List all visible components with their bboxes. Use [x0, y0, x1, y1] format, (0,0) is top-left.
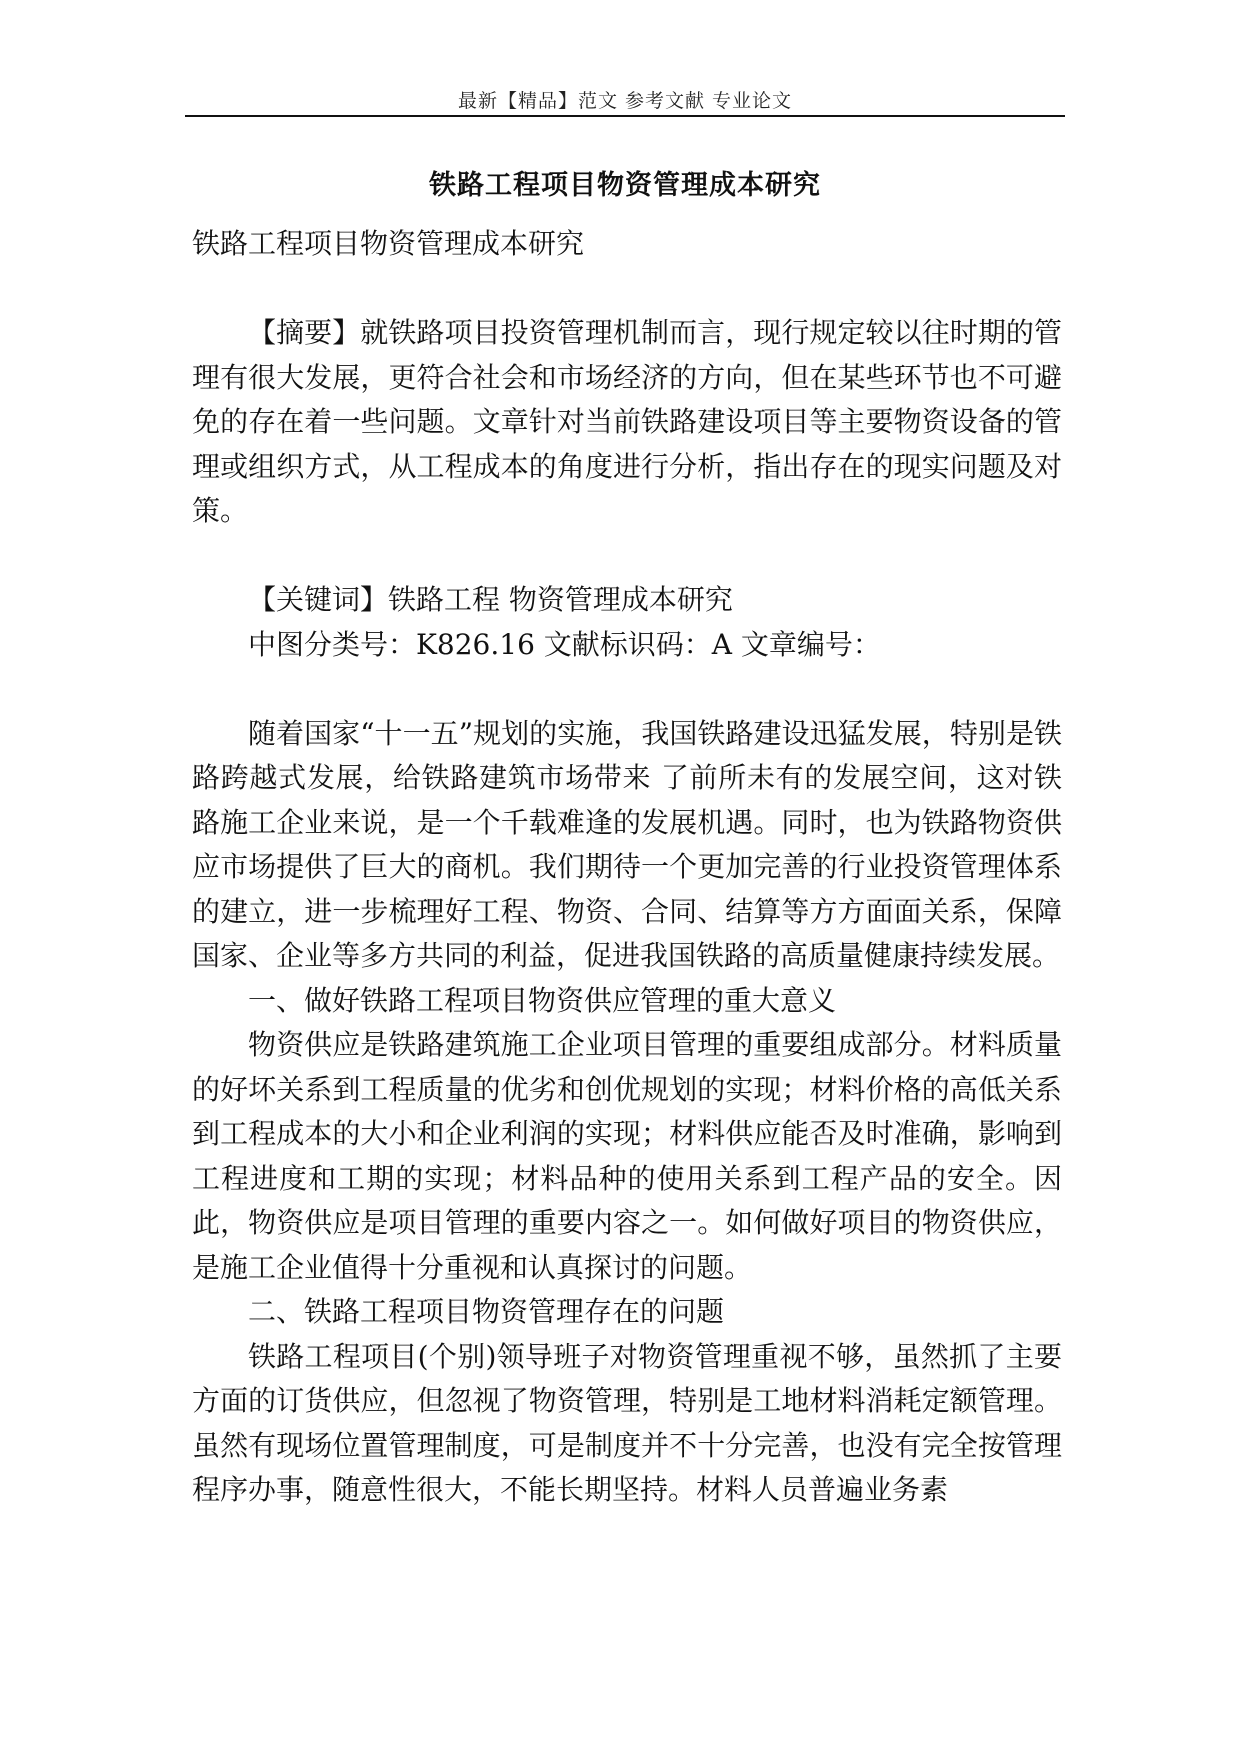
abstract-paragraph: 【摘要】就铁路项目投资管理机制而言，现行规定较以往时期的管理有很大发展，更符合社会和市场经济的方向，但在某些环节也不可避免的存在着一些问题。文章针对当前铁路建设项目等主要物资设备的管理或组织方式，从工程成本的角度进行分析，指出存在的现实问题及对策。 — [192, 316, 1062, 527]
page-header: 最新【精品】范文 参考文献 专业论文 — [457, 90, 793, 112]
section-heading-1: 一、做好铁路工程项目物资供应管理的重大意义 — [248, 983, 837, 1017]
spacer — [192, 534, 1062, 579]
section-body-2: 铁路工程项目(个别)领导班子对物资管理重视不够，虽然抓了主要方面的订货供应，但忽视了物资管理，特别是工地材料消耗定额管理。虽然有现场位置管理制度，可是制度并不十分完善，也没有完全按管理程序办事，随意性很大，不能长期坚持。材料人员普遍业务素 — [192, 1339, 1062, 1506]
document-body — [192, 222, 1062, 1513]
keywords-line: 【关键词】铁路工程 物资管理成本研究 — [248, 583, 733, 616]
classification-line: 中图分类号：K826.16 文献标识码：A 文章编号： — [248, 627, 881, 661]
intro-paragraph: 随着国家“十一五”规划的实施，我国铁路建设迅猛发展，特别是铁路跨越式发展，给铁路建筑市场带来 了前所未有的发展空间，这对铁路施工企业来说，是一个千载难逢的发展机遇。同时，也为铁路物资供应市场提供了巨大的商机。我们期待一个更加完善的行业投资管理体系的建立，进一步梳理好工程、物资、合同、结算等方方面面关系，保障国家、企业等多方共同的利益，促进我国铁路的高质量健康持续发展。 — [192, 716, 1062, 972]
document-subtitle: 铁路工程项目物资管理成本研究 — [192, 227, 585, 260]
header-divider — [185, 115, 1065, 117]
section-heading-2: 二、铁路工程项目物资管理存在的问题 — [248, 1295, 725, 1328]
spacer — [192, 267, 1062, 312]
section-body-1: 物资供应是铁路建筑施工企业项目管理的重要组成部分。材料质量的好坏关系到工程质量的优劣和创优规划的实现；材料价格的高低关系到工程成本的大小和企业利润的实现；材料供应能否及时准确，影响到工程进度和工期的实现；材料品种的使用关系到工程产品的安全。因此，物资供应是项目管理的重要内容之一。如何做好项目的物资供应，是施工企业值得十分重视和认真探讨的问题。 — [192, 1028, 1062, 1284]
document-title: 铁路工程项目物资管理成本研究 — [429, 170, 821, 201]
spacer — [192, 667, 1062, 712]
